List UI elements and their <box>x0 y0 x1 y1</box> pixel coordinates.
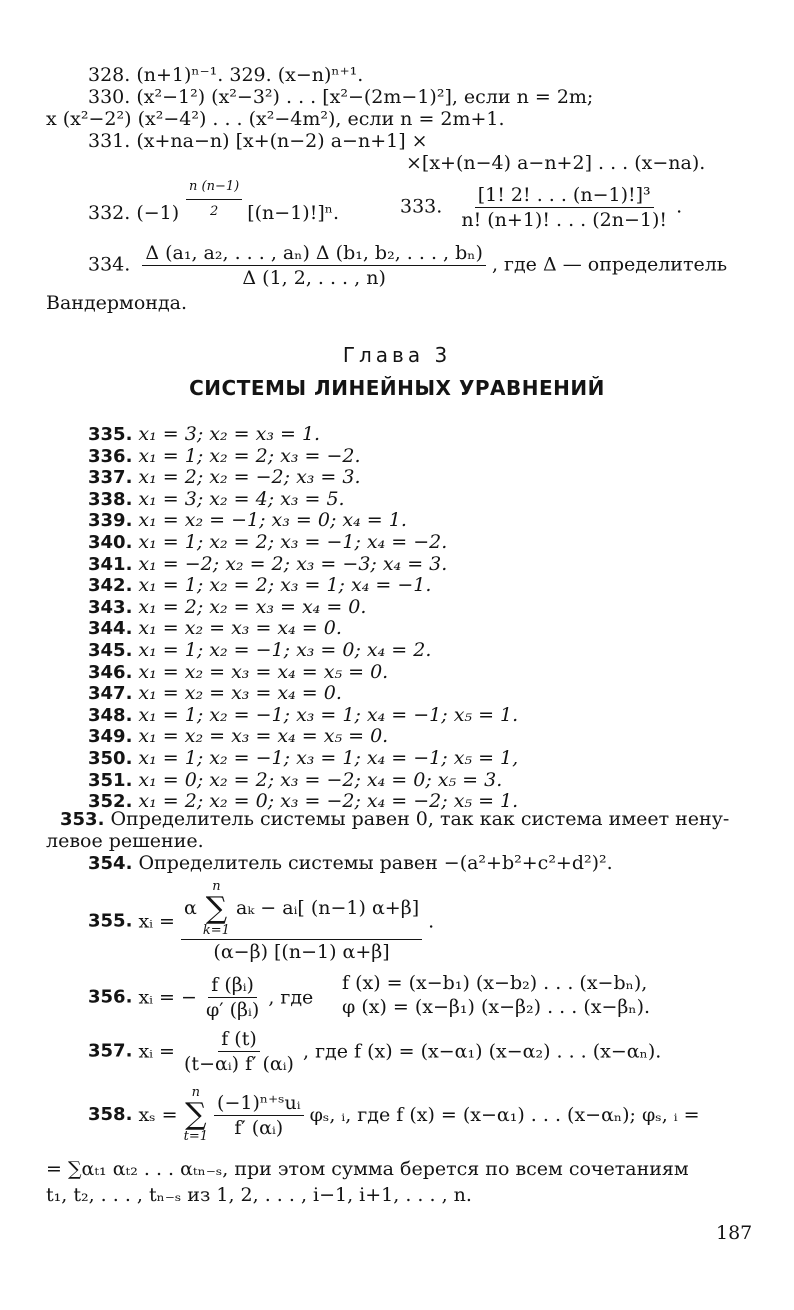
answer-333: 333. $\frac{\text{[1! 2! . . . (n−1)!]³}}{n! (n+1)! . . . (2n-1)!}$ . <box>400 184 683 231</box>
answer-358-continuation-2: t₁, t₂, . . . , tₙ₋ₛ из 1, 2, . . . , i−1, i+1, . . . , n. <box>46 1184 472 1206</box>
answer-353-line2: левое решение. <box>46 830 204 852</box>
answer-330-line1: 330. (x²−1²) (x²−3²) . . . [x²−(2m−1)²], если n = 2m; <box>88 86 594 108</box>
answer-line <box>88 617 342 640</box>
answer-line <box>88 423 320 446</box>
answer-number: 348. <box>88 704 133 726</box>
answer-line <box>88 574 431 597</box>
answer-line <box>88 531 447 554</box>
chapter-label: Глава 3 <box>342 343 452 367</box>
answer-334-fraction: $\frac{\text{Δ (a₁, a₂, . . . , aₙ) Δ (b₁, b₂, . . . , bₙ)}}{\Delta (1, 2, . . . , n)}$ <box>142 242 486 289</box>
answer-332: 332. (−1) [(n−1)!]ⁿ. <box>88 202 340 224</box>
answer-line <box>88 747 518 770</box>
answer-number: 342. <box>88 575 133 597</box>
answer-text: x₁ = −2; x₂ = 2; x₃ = −3; x₄ = 3. <box>138 552 448 575</box>
answer-text: x₁ = 2; x₂ = 0; x₃ = −2; x₄ = −2; x₅ = 1. <box>138 790 519 813</box>
answer-line <box>88 488 345 511</box>
answer-number: 346. <box>88 661 133 683</box>
answer-number: 343. <box>88 596 133 618</box>
answer-line <box>88 466 361 489</box>
answer-number: 341. <box>88 553 133 575</box>
answer-text: x₁ = 3; x₂ = x₃ = 1. <box>138 423 321 445</box>
answer-357-fraction: $\frac{f (t)}{\text{(t−αᵢ) f′ (αᵢ)}}$ <box>184 1028 294 1075</box>
answer-line <box>88 725 388 748</box>
answer-334: 334. $\frac{\text{Δ (a₁, a₂, . . . , aₙ) Δ (b₁, b₂, . . . , bₙ)}}{\Delta (1, 2, . . . , n)}$ , где Δ — определитель <box>88 242 728 289</box>
answer-356-phi: φ (x) = (x−β₁) (x−β₂) . . . (x−βₙ). <box>342 996 651 1018</box>
answer-356: 356. xᵢ = − $\frac{\text{f (βᵢ)}}{\text{φ′ (βᵢ)}}$ , где <box>88 974 314 1021</box>
answer-line <box>88 445 361 468</box>
answer-328-329: 328. (n+1)ⁿ⁻¹. 329. (x−n)ⁿ⁺¹. <box>88 64 364 86</box>
answer-line <box>88 509 407 532</box>
answer-355: 355. xᵢ = α n ∑ k=1 aₖ − aᵢ[ (n−1) α+β] (α−β) [(n−1) α+β] . <box>88 879 435 963</box>
answer-330-line2: x (x²−2²) (x²−4²) . . . (x²−4m²), если n = 2m+1. <box>46 108 505 130</box>
answer-333-fraction: $\frac{\text{[1! 2! . . . (n−1)!]³}}{n! (n+1)! . . . (2n-1)!}$ <box>461 184 668 231</box>
answer-number: 337. <box>88 467 133 489</box>
answer-number: 345. <box>88 640 133 661</box>
page-number: 187 <box>716 1222 753 1244</box>
exponent-fraction: $\frac{n (n-1)}{2}$ <box>186 176 242 223</box>
answer-text: x₁ = 1; x₂ = 2; x₃ = 1; x₄ = −1. <box>138 574 432 597</box>
answer-text: x₁ = 1; x₂ = −1; x₃ = 0; x₄ = 2. <box>138 639 432 661</box>
answer-number: 339. <box>88 510 133 532</box>
answer-text: x₁ = x₂ = x₃ = x₄ = x₅ = 0. <box>138 660 389 683</box>
answer-number: 350. <box>88 748 133 769</box>
answer-number: 338. <box>88 488 133 510</box>
answer-number: 351. <box>88 769 133 791</box>
sum-symbol: n ∑ k=1 <box>202 879 230 938</box>
answer-line <box>88 682 342 705</box>
answer-text: x₁ = 3; x₂ = 4; x₃ = 5. <box>138 487 345 510</box>
answer-331-line2: ×[x+(n−4) a−n+2] . . . (x−na). <box>406 152 706 174</box>
answer-text: x₁ = 0; x₂ = 2; x₃ = −2; x₄ = 0; x₅ = 3. <box>138 768 503 791</box>
answer-number: 347. <box>88 683 133 705</box>
answer-text: x₁ = 1; x₂ = −1; x₃ = 1; x₄ = −1; x₅ = 1, <box>138 747 519 769</box>
answer-text: x₁ = x₂ = x₃ = x₄ = x₅ = 0. <box>138 725 389 748</box>
answer-line <box>88 596 366 619</box>
sum-symbol: n ∑ t=1 <box>183 1085 208 1144</box>
answer-text: x₁ = x₂ = −1; x₃ = 0; x₄ = 1. <box>138 509 407 532</box>
answer-357: 357. xᵢ = $\frac{f (t)}{\text{(t−αᵢ) f′ (αᵢ)}}$ , где f (x) = (x−α₁) (x−α₂) . . . (x−αₙ). <box>88 1028 662 1075</box>
answer-text: x₁ = 1; x₂ = 2; x₃ = −2. <box>138 444 361 467</box>
answer-356-f: f (x) = (x−b₁) (x−b₂) . . . (x−bₙ), <box>342 972 648 994</box>
answer-text: x₁ = 1; x₂ = 2; x₃ = −1; x₄ = −2. <box>138 531 448 553</box>
answer-358-continuation-1: = ∑αₜ₁ αₜ₂ . . . αₜₙ₋ₛ, при этом сумма берется по всем сочетаниям <box>46 1158 689 1180</box>
answer-text: x₁ = 2; x₂ = −2; x₃ = 3. <box>138 466 361 489</box>
answer-353-line1: 353. Определитель системы равен 0, так как система имеет нену- <box>60 808 730 830</box>
answer-number: 335. <box>88 424 133 445</box>
answer-text: x₁ = x₂ = x₃ = x₄ = 0. <box>138 682 342 705</box>
answer-354: 354. Определитель системы равен −(a²+b²+c²+d²)². <box>88 852 613 874</box>
answer-line <box>88 553 447 576</box>
answer-334-continuation: Вандермонда. <box>46 292 188 314</box>
answer-text: x₁ = x₂ = x₃ = x₄ = 0. <box>138 617 342 640</box>
answer-number: 336. <box>88 445 133 467</box>
answer-line <box>88 704 518 727</box>
answer-356-fraction: $\frac{\text{f (βᵢ)}}{\text{φ′ (βᵢ)}}$ <box>205 974 260 1021</box>
answer-number: 340. <box>88 532 133 553</box>
answer-358: 358. xₛ = n ∑ t=1 $\frac{\text{(−1)ⁿ⁺ˢuᵢ}}{\text{f′ (αᵢ)}}$ φₛ, ᵢ, где f (x) = (x−α₁) . . . (x−αₙ); φₛ, ᵢ = <box>88 1085 700 1144</box>
answer-number: 344. <box>88 618 133 640</box>
answer-331-line1: 331. (x+na−n) [x+(n−2) a−n+1] × <box>88 130 428 152</box>
answer-text: x₁ = 1; x₂ = −1; x₃ = 1; x₄ = −1; x₅ = 1. <box>138 703 519 726</box>
answer-text: x₁ = 2; x₂ = x₃ = x₄ = 0. <box>138 595 367 618</box>
answer-number: 352. <box>88 791 133 813</box>
answer-line <box>88 661 388 684</box>
answer-line <box>88 769 502 792</box>
answer-number: 349. <box>88 726 133 748</box>
answer-355-fraction: α n ∑ k=1 aₖ − aᵢ[ (n−1) α+β] (α−β) [(n−1) α+β] <box>181 880 422 963</box>
answer-358-fraction: $\frac{\text{(−1)ⁿ⁺ˢuᵢ}}{\text{f′ (αᵢ)}}$ <box>214 1092 304 1139</box>
chapter-title: СИСТЕМЫ ЛИНЕЙНЫХ УРАВНЕНИЙ <box>189 376 605 400</box>
answer-line <box>88 639 431 662</box>
